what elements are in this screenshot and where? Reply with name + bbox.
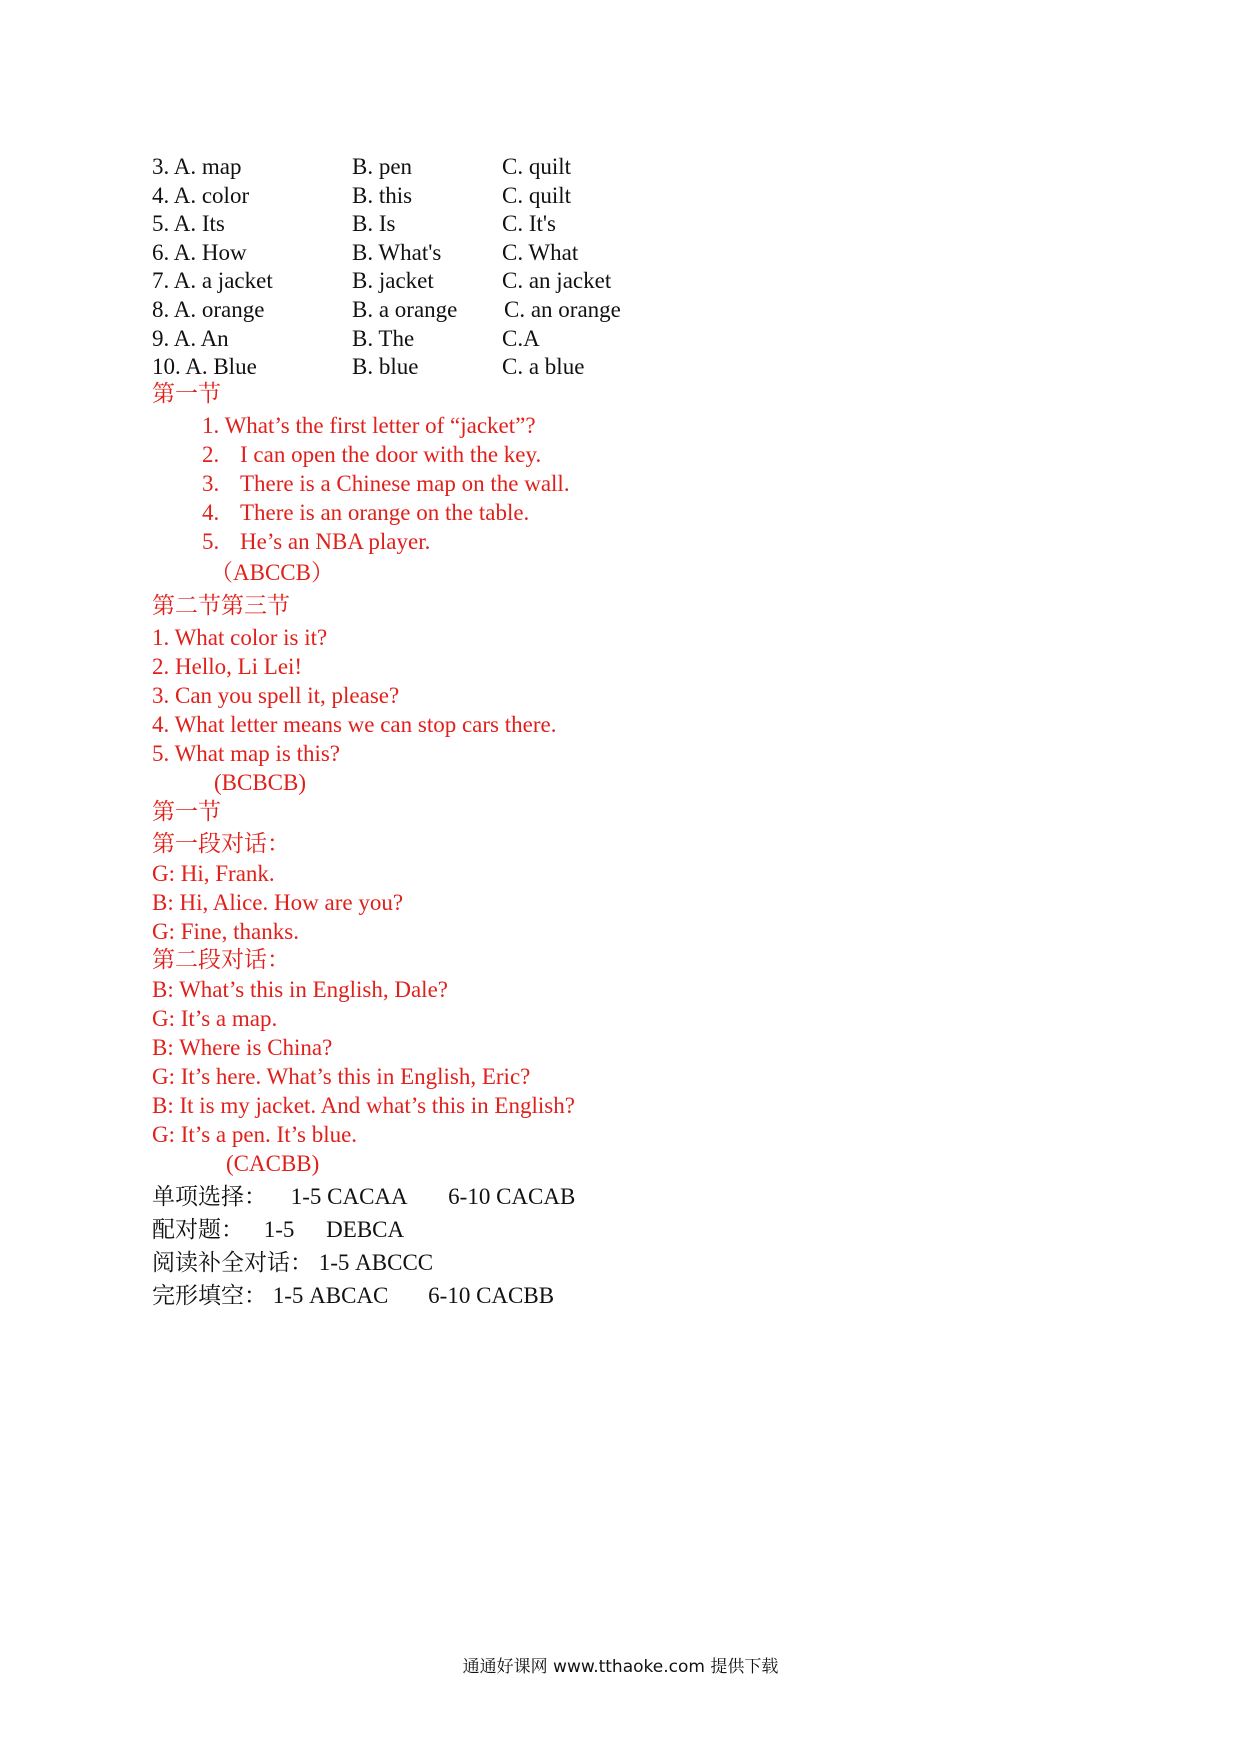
option-c: C. quilt [502, 182, 572, 208]
option-c: C. quilt [502, 154, 572, 179]
dialog-heading: 第一段对话： [152, 831, 290, 857]
dialog-line: G: It’s here. What’s this in English, Eric? [152, 1064, 531, 1089]
dialog-line: B: It is my jacket. And what’s this in English? [152, 1093, 575, 1118]
dialog-line: B: Where is China? [152, 1035, 333, 1060]
option-a [152, 295, 264, 324]
option-b: B. a orange [352, 296, 458, 322]
option-a-text: A. An [173, 325, 229, 351]
option-b: B. blue [352, 354, 419, 380]
option-row-9 [152, 324, 672, 353]
item-text: There is a Chinese map on the wall. [240, 471, 570, 496]
option-b: B. What's [352, 239, 442, 265]
list-item: 2. Hello, Li Lei! [152, 654, 303, 679]
option-a-text: A. How [173, 239, 247, 265]
option-c: C. an orange [504, 296, 621, 322]
list-item [152, 440, 570, 469]
summary-label: 单项选择： [152, 1184, 267, 1210]
item-number: 5. [202, 529, 220, 554]
answer-summary [152, 1182, 575, 1314]
summary-part1: 1-5 ABCCC [318, 1250, 434, 1275]
item-text: What’s the first letter of “jacket”? [224, 413, 536, 438]
option-a-text: A. a jacket [173, 268, 273, 294]
option-a [152, 209, 225, 238]
summary-label: 配对题： [152, 1217, 244, 1243]
list-item [152, 498, 570, 527]
item-number: 2. [202, 442, 220, 467]
section-3 [152, 798, 575, 1178]
option-number: 8. [152, 296, 170, 322]
option-c: C. a blue [502, 354, 585, 380]
summary-part1: 1-5 CACAA [290, 1184, 407, 1209]
single-choice-answers [152, 1182, 575, 1215]
dialog-line: B: Hi, Alice. How are you? [152, 890, 404, 915]
section-answer: (BCBCB) [214, 770, 307, 795]
option-number: 7. [152, 268, 170, 294]
summary-part1: 1-5 ABCAC [272, 1283, 389, 1308]
option-number: 5. [152, 211, 170, 237]
option-table [152, 152, 672, 381]
option-c: C. an jacket [502, 268, 612, 294]
option-row-3 [152, 152, 672, 181]
item-text: I can open the door with the key. [240, 442, 542, 467]
section-heading: 第一节 [152, 799, 221, 825]
option-a-text: A. orange [173, 296, 265, 322]
list-item: 1. What color is it? [152, 625, 328, 650]
dialog-heading: 第二段对话： [152, 947, 290, 973]
option-number: 6. [152, 239, 170, 265]
option-number: 4. [152, 182, 170, 208]
option-number: 3. [152, 154, 170, 179]
option-a [152, 238, 247, 267]
reading-answers [152, 1248, 575, 1281]
option-a [152, 352, 257, 381]
option-b: B. The [352, 325, 415, 351]
dialog-line: G: It’s a pen. It’s blue. [152, 1122, 358, 1147]
option-row-8 [152, 295, 672, 324]
list-item [152, 469, 570, 498]
section-answer: (CACBB) [226, 1151, 320, 1176]
section-answer: （ABCCB） [210, 560, 334, 585]
list-item: 3. Can you spell it, please? [152, 683, 400, 708]
option-b: B. this [352, 182, 413, 208]
option-b: B. jacket [352, 268, 434, 294]
cloze-answers [152, 1281, 575, 1314]
item-number: 4. [202, 500, 220, 525]
dialog-line: G: It’s a map. [152, 1006, 278, 1031]
summary-label: 完形填空： [152, 1283, 267, 1309]
dialog-line: G: Hi, Frank. [152, 861, 275, 886]
option-row-7 [152, 266, 672, 295]
option-a-text: A. color [173, 182, 250, 208]
item-text: He’s an NBA player. [240, 529, 431, 554]
option-a [152, 152, 241, 181]
option-a [152, 266, 273, 295]
section-1 [152, 380, 570, 587]
summary-part2: DEBCA [326, 1217, 405, 1242]
option-row-5 [152, 209, 672, 238]
option-row-4 [152, 181, 672, 210]
option-row-6 [152, 238, 672, 267]
option-row-10 [152, 352, 672, 381]
option-b: B. pen [352, 154, 413, 179]
item-number: 3. [202, 471, 220, 496]
option-a-text: A. Its [173, 211, 225, 237]
dialog-line: G: Fine, thanks. [152, 919, 299, 944]
summary-part2: 6-10 CACBB [428, 1283, 555, 1308]
item-text: There is an orange on the table. [240, 500, 530, 525]
summary-label: 阅读补全对话： [152, 1250, 313, 1276]
option-number: 9. [152, 325, 170, 351]
dialog-line: B: What’s this in English, Dale? [152, 977, 448, 1002]
item-number: 1. [202, 413, 220, 438]
option-a-text: A. Blue [185, 354, 257, 380]
list-item [152, 527, 570, 556]
option-c: C.A [502, 325, 540, 351]
option-a [152, 324, 229, 353]
list-item: 4. What letter means we can stop cars there. [152, 712, 557, 737]
section-2 [152, 592, 556, 797]
option-number: 10. [152, 354, 181, 380]
option-a [152, 181, 249, 210]
list-item: 5. What map is this? [152, 741, 341, 766]
summary-part2: 6-10 CACAB [448, 1184, 576, 1209]
summary-part1: 1-5 [263, 1217, 295, 1242]
option-b: B. Is [352, 211, 396, 237]
option-c: C. What [502, 239, 579, 265]
matching-answers [152, 1215, 575, 1248]
option-a-text: A. map [173, 154, 242, 179]
option-c: C. It's [502, 211, 556, 237]
section-heading: 第一节 [152, 381, 221, 407]
list-item [152, 411, 570, 440]
page-footer: 通通好课网 www.tthaoke.com 提供下载 [462, 1657, 779, 1677]
section-heading: 第二节第三节 [152, 593, 290, 619]
